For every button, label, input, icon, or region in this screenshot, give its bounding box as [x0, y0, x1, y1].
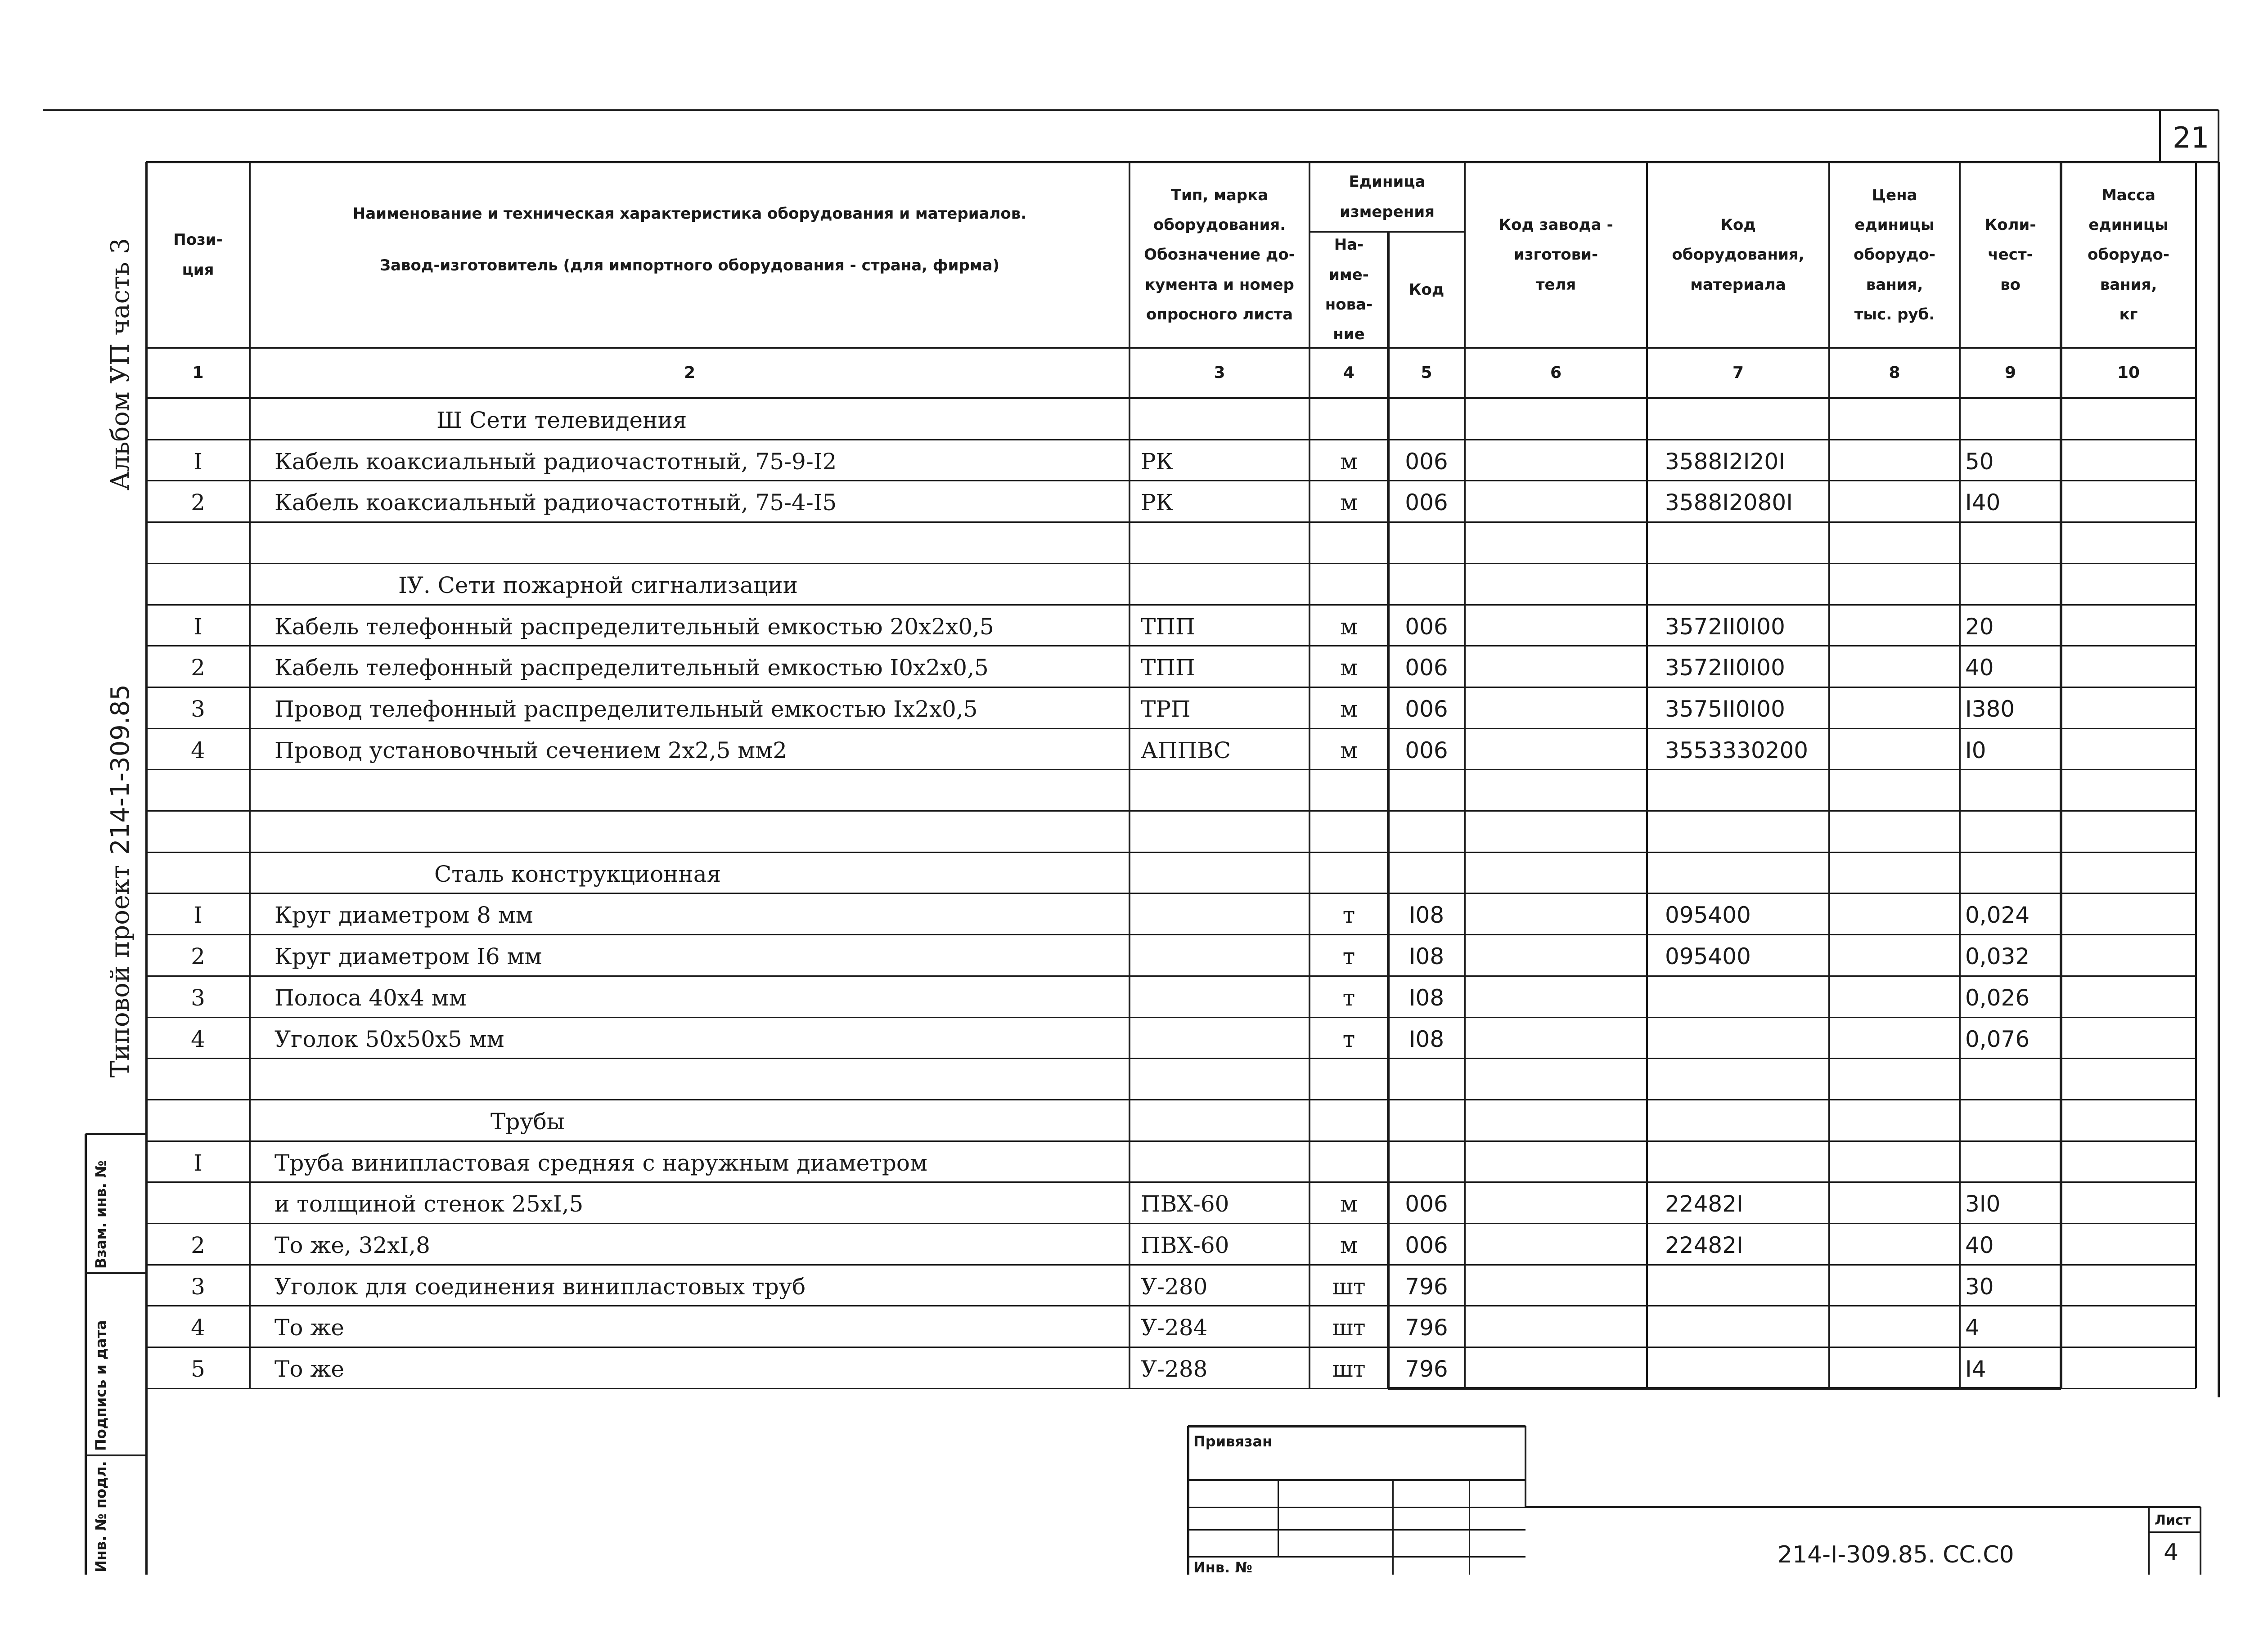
- rule-h: [146, 893, 2196, 894]
- header-text: На- име- нова- ние: [1325, 236, 1373, 344]
- header-text: Единица измерения: [1340, 173, 1435, 221]
- header-text: Цена единицы оборудо- вания, тыс. руб.: [1854, 186, 1935, 323]
- unit-name: шт: [1332, 1315, 1366, 1341]
- unit-name: шт: [1332, 1356, 1366, 1382]
- column-number: 4: [1343, 364, 1355, 382]
- equipment-code: 095400: [1665, 902, 1751, 928]
- rule-h: [146, 728, 2196, 729]
- header-c45: [1310, 164, 1465, 229]
- unit-name: м: [1340, 737, 1358, 763]
- header-c7: [1647, 162, 1829, 348]
- unit-code: I08: [1408, 902, 1444, 928]
- unit-code: 006: [1405, 696, 1448, 722]
- position-number: 4: [191, 1026, 205, 1052]
- unit-code: 796: [1405, 1315, 1448, 1341]
- rule-h: [146, 1223, 2196, 1224]
- column-number: 5: [1421, 364, 1432, 382]
- position-number: 3: [191, 985, 205, 1011]
- quantity: 0,032: [1965, 943, 2030, 970]
- header-c2b: [250, 229, 1130, 301]
- item-name: Труба винипластовая средняя с наружным диаметром: [274, 1150, 927, 1176]
- rule-h: [86, 1454, 146, 1456]
- rule-h: [146, 1099, 2196, 1100]
- unit-code: 006: [1405, 489, 1448, 516]
- header-text: Завод-изготовитель (для импортного оборудования - страна, фирма): [379, 256, 1000, 274]
- position-number: 3: [191, 1274, 205, 1300]
- rule-v: [1129, 162, 1130, 1388]
- unit-code: 006: [1405, 614, 1448, 640]
- rule-v: [1525, 1426, 1526, 1507]
- item-name: Кабель коаксиальный радиочастотный, 75-4-I5: [274, 489, 837, 516]
- rule-h: [146, 975, 2196, 977]
- rule-h: [146, 439, 2196, 440]
- header-c4: [1310, 232, 1388, 348]
- quantity: 0,026: [1965, 985, 2030, 1011]
- item-name: и толщиной стенок 25хI,5: [274, 1191, 584, 1217]
- equipment-code: 3572II0I00: [1665, 655, 1785, 681]
- unit-code: 796: [1405, 1356, 1448, 1382]
- column-number: 2: [684, 364, 696, 382]
- equipment-code: 3588I2080I: [1665, 489, 1793, 516]
- quantity: 40: [1965, 655, 1994, 681]
- rule-v: [145, 1134, 148, 1575]
- rule-h: [146, 769, 2196, 770]
- rule-h: [86, 1272, 146, 1274]
- header-text: Код: [1408, 280, 1444, 299]
- rule-h: [146, 1017, 2196, 1018]
- equipment-code: 22482I: [1665, 1191, 1743, 1217]
- item-type: АППВС: [1141, 737, 1231, 763]
- quantity: 0,076: [1965, 1026, 2030, 1052]
- page-number: 21: [2173, 121, 2210, 155]
- unit-name: т: [1342, 902, 1355, 928]
- unit-code: 006: [1405, 449, 1448, 475]
- equipment-code: 3572II0I00: [1665, 614, 1785, 640]
- item-name: Круг диаметром 8 мм: [274, 902, 533, 928]
- position-number: 2: [191, 655, 205, 681]
- item-type: У-284: [1141, 1315, 1208, 1341]
- position-number: I: [194, 1150, 202, 1176]
- equipment-code: 3553330200: [1665, 737, 1809, 763]
- header-c1: [146, 162, 250, 348]
- rule-h: [86, 1133, 146, 1135]
- quantity: 20: [1965, 614, 1994, 640]
- equipment-code: 3588I2I20I: [1665, 449, 1785, 475]
- rule-h: [146, 1058, 2196, 1059]
- section-title: Трубы: [490, 1109, 565, 1135]
- column-number: 3: [1214, 364, 1225, 382]
- column-number: 10: [2117, 364, 2140, 382]
- position-number: 4: [191, 737, 205, 763]
- quantity: I4: [1965, 1356, 1986, 1382]
- unit-code: 006: [1405, 655, 1448, 681]
- album-label: Альбом УП часть 3: [106, 238, 135, 490]
- unit-code: 006: [1405, 1191, 1448, 1217]
- quantity: 40: [1965, 1232, 1994, 1258]
- column-number: 9: [2004, 364, 2016, 382]
- rule-v: [1187, 1426, 1189, 1575]
- unit-name: м: [1340, 1191, 1358, 1217]
- item-type: ТПП: [1141, 614, 1195, 640]
- item-name: Провод установочный сечением 2х2,5 мм2: [274, 737, 787, 763]
- rule-h: [1188, 1507, 1526, 1508]
- equipment-code: 22482I: [1665, 1232, 1743, 1258]
- column-number: 7: [1732, 364, 1744, 382]
- section-title: Сталь конструкционная: [434, 861, 721, 887]
- header-c3: [1130, 166, 1310, 343]
- position-number: 4: [191, 1315, 205, 1341]
- rule-h: [1526, 1506, 2200, 1508]
- rule-v: [2218, 110, 2219, 162]
- sheet-number: 4: [2164, 1539, 2179, 1566]
- section-title: IУ. Сети пожарной сигнализации: [398, 572, 798, 598]
- item-name: Провод телефонный распределительный емкостью Iх2х0,5: [274, 696, 978, 722]
- rule-v: [1469, 1480, 1470, 1575]
- stamp-replace-inv: Взам. инв. №: [92, 1160, 109, 1269]
- rule-h: [43, 109, 2218, 111]
- item-name: То же: [274, 1315, 344, 1341]
- unit-name: т: [1342, 1026, 1355, 1052]
- position-number: 2: [191, 943, 205, 970]
- rule-h: [146, 852, 2196, 853]
- rule-h: [146, 521, 2196, 523]
- item-name: Кабель телефонный распределительный емкостью I0х2х0,5: [274, 655, 989, 681]
- quantity: 50: [1965, 449, 1994, 475]
- header-text: Код завода - изготови- теля: [1498, 216, 1613, 294]
- sheet-label: Лист: [2155, 1513, 2192, 1528]
- header-text: Масса единицы оборудо- вания, кг: [2088, 186, 2169, 323]
- rule-v: [2218, 162, 2220, 1397]
- unit-name: м: [1340, 489, 1358, 516]
- equipment-code: 095400: [1665, 943, 1751, 970]
- position-number: 5: [191, 1356, 205, 1382]
- item-name: Круг диаметром I6 мм: [274, 943, 542, 970]
- unit-name: т: [1342, 985, 1355, 1011]
- rule-h: [1388, 1387, 2061, 1390]
- item-name: Кабель телефонный распределительный емкостью 20х2х0,5: [274, 614, 994, 640]
- unit-code: 006: [1405, 1232, 1448, 1258]
- rule-h: [146, 1347, 2196, 1348]
- header-text: Коли- чест- во: [1984, 216, 2036, 294]
- quantity: I0: [1965, 737, 1986, 763]
- rule-v: [1278, 1480, 1279, 1557]
- item-type: РК: [1141, 489, 1174, 516]
- rule-h: [146, 1305, 2196, 1306]
- header-c10: [2061, 162, 2196, 348]
- item-type: ПВХ-60: [1141, 1232, 1229, 1258]
- rule-h: [146, 810, 2196, 812]
- unit-name: м: [1340, 696, 1358, 722]
- rule-h: [1188, 1556, 1526, 1558]
- header-c9: [1960, 162, 2061, 348]
- position-number: 3: [191, 696, 205, 722]
- section-title: Ш Сети телевидения: [436, 407, 687, 433]
- item-name: Кабель коаксиальный радиочастотный, 75-9-I2: [274, 449, 837, 475]
- item-name: То же: [274, 1356, 344, 1382]
- unit-name: м: [1340, 1232, 1358, 1258]
- item-type: ТРП: [1141, 696, 1191, 722]
- header-text: Пози- ция: [173, 231, 223, 279]
- position-number: 2: [191, 1232, 205, 1258]
- header-c5: [1388, 232, 1465, 348]
- quantity: 0,024: [1965, 902, 2030, 928]
- column-number: 6: [1550, 364, 1562, 382]
- rule-h: [146, 1140, 2196, 1142]
- rule-h: [1188, 1479, 1526, 1481]
- rule-h: [146, 1264, 2196, 1266]
- unit-code: I08: [1408, 985, 1444, 1011]
- inv-label: Инв. №: [1193, 1559, 1252, 1576]
- header-c6: [1465, 162, 1647, 348]
- quantity: 3I0: [1965, 1191, 2001, 1217]
- rule-h: [146, 397, 2196, 399]
- column-number: 8: [1889, 364, 1900, 382]
- rule-v: [2148, 1507, 2150, 1575]
- rule-h: [1188, 1425, 1526, 1428]
- item-name: Полоса 40х4 мм: [274, 985, 467, 1011]
- header-c8: [1829, 162, 1960, 348]
- quantity: I380: [1965, 696, 2015, 722]
- rule-h: [146, 604, 2196, 606]
- rule-h: [146, 934, 2196, 935]
- rule-h: [146, 687, 2196, 688]
- item-type: У-280: [1141, 1274, 1208, 1300]
- header-text: Код оборудования, материала: [1672, 216, 1804, 294]
- rule-v: [1392, 1480, 1394, 1575]
- unit-code: I08: [1408, 943, 1444, 970]
- stamp-inv-original: Инв. № подл.: [92, 1461, 109, 1572]
- project-code-label: 214-1-309.85: [106, 684, 135, 855]
- item-name: То же, 32хI,8: [274, 1232, 430, 1258]
- doc-code: 214-I-309.85. СС.С0: [1778, 1541, 2014, 1568]
- position-number: I: [194, 902, 202, 928]
- item-type: ПВХ-60: [1141, 1191, 1229, 1217]
- rule-h: [146, 480, 2196, 481]
- project-label: Типовой проект: [106, 865, 135, 1077]
- header-text: Наименование и техническая характеристика оборудования и материалов.: [352, 204, 1027, 223]
- unit-name: шт: [1332, 1274, 1366, 1300]
- rule-h: [146, 1181, 2196, 1183]
- rule-v: [2200, 1507, 2201, 1575]
- unit-name: м: [1340, 655, 1358, 681]
- position-number: I: [194, 449, 202, 475]
- item-type: РК: [1141, 449, 1174, 475]
- position-number: 2: [191, 489, 205, 516]
- item-name: Уголок 50х50х5 мм: [274, 1026, 504, 1052]
- item-type: ТПП: [1141, 655, 1195, 681]
- item-type: У-288: [1141, 1356, 1208, 1382]
- rule-v: [85, 1134, 87, 1575]
- unit-code: 796: [1405, 1274, 1448, 1300]
- privyazan-label: Привязан: [1193, 1433, 1273, 1450]
- rule-h: [2149, 1531, 2200, 1533]
- quantity: I40: [1965, 489, 2001, 516]
- header-text: Тип, марка оборудования. Обозначение до- кумента и номер опросного листа: [1144, 186, 1295, 323]
- unit-code: 006: [1405, 737, 1448, 763]
- unit-code: I08: [1408, 1026, 1444, 1052]
- stamp-signature-date: Подпись и дата: [92, 1320, 109, 1451]
- rule-v: [2159, 110, 2161, 162]
- rule-h: [146, 645, 2196, 646]
- quantity: 4: [1965, 1315, 1980, 1341]
- quantity: 30: [1965, 1274, 1994, 1300]
- rule-h: [1188, 1529, 1526, 1531]
- unit-name: м: [1340, 449, 1358, 475]
- column-number: 1: [192, 364, 204, 382]
- equipment-code: 3575II0I00: [1665, 696, 1785, 722]
- rule-h: [146, 563, 2196, 564]
- position-number: I: [194, 614, 202, 640]
- unit-name: т: [1342, 943, 1355, 970]
- item-name: Уголок для соединения винипластовых труб: [274, 1274, 806, 1300]
- unit-name: м: [1340, 614, 1358, 640]
